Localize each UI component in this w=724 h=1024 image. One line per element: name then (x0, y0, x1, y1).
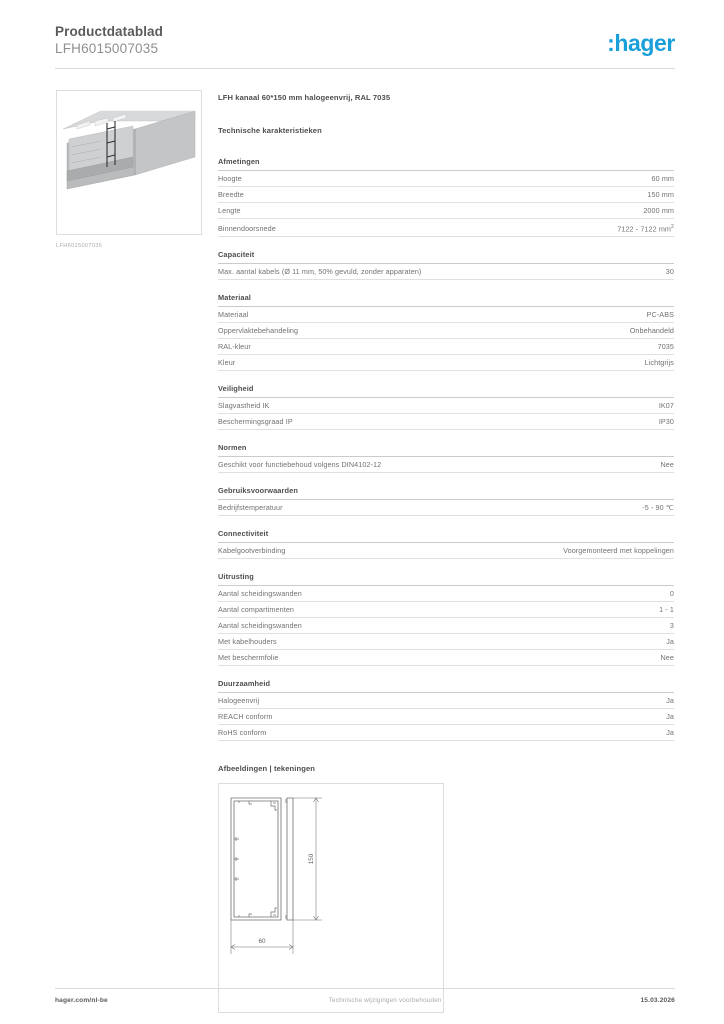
spec-row (218, 543, 674, 559)
spec-value: Ja (666, 728, 674, 738)
spec-value: 60 mm (651, 174, 674, 183)
product-image-caption: LFH6015007035 (56, 243, 103, 249)
footer-divider (55, 988, 675, 989)
spec-row (218, 264, 674, 280)
spec-group-title: Duurzaamheid (218, 679, 674, 693)
spec-row (218, 414, 674, 430)
spec-label: Hoogte (218, 174, 242, 183)
spec-label: Breedte (218, 190, 244, 199)
spec-group (218, 443, 674, 473)
spec-label: Bedrijfstemperatuur (218, 503, 283, 513)
spec-row (218, 650, 674, 666)
spec-label: Aantal compartimenten (218, 605, 295, 615)
spec-row (218, 339, 674, 355)
spec-value: Ja (666, 637, 674, 647)
spec-row (218, 219, 674, 237)
product-image-frame (56, 90, 202, 235)
spec-value: IP30 (658, 417, 674, 427)
spec-label: Beschermingsgraad IP (218, 417, 293, 427)
spec-row (218, 500, 674, 516)
spec-row (218, 323, 674, 339)
page-title: Productdatablad (55, 24, 164, 39)
spec-value: 7035 (657, 342, 674, 352)
spec-row (218, 586, 674, 602)
spec-label: Lengte (218, 206, 241, 215)
spec-row (218, 602, 674, 618)
spec-row (218, 307, 674, 323)
spec-value: 0 (669, 589, 674, 599)
spec-value: 3 (669, 621, 674, 631)
spec-group (218, 157, 674, 237)
spec-row (218, 693, 674, 709)
technical-drawing-frame (218, 783, 444, 1013)
spec-group (218, 529, 674, 559)
spec-group-title: Veiligheid (218, 384, 674, 398)
spec-group (218, 293, 674, 371)
spec-value: Nee (660, 653, 674, 663)
spec-row (218, 171, 674, 187)
spec-row (218, 355, 674, 371)
spec-label: RAL-kleur (218, 342, 251, 352)
spec-group (218, 250, 674, 280)
spec-group-title: Uitrusting (218, 572, 674, 586)
spec-group (218, 384, 674, 430)
page-footer (55, 997, 675, 1004)
spec-row (218, 187, 674, 203)
dimension-height-label: 150 (308, 854, 315, 865)
spec-group (218, 679, 674, 741)
spec-value-text: 7122 - 7122 mm (617, 224, 671, 234)
spec-label: Max. aantal kabels (Ø 11 mm, 50% gevuld, zonder apparaten) (218, 267, 422, 277)
spec-label: Geschikt voor functiebehoud volgens DIN4102-12 (218, 460, 382, 470)
spec-label: Oppervlaktebehandeling (218, 326, 299, 336)
spec-group-title: Connectiviteit (218, 529, 674, 543)
spec-row (218, 398, 674, 414)
spec-label: Kleur (218, 358, 236, 368)
spec-value: Lichtgrijs (644, 358, 674, 368)
spec-value-superscript: 2 (671, 224, 674, 230)
spec-label: Aantal scheidingswanden (218, 621, 302, 631)
spec-label: Halogeenvrij (218, 696, 260, 706)
spec-group-title: Normen (218, 443, 674, 457)
spec-value: -5 - 90 ℃ (642, 503, 674, 513)
spec-row (218, 203, 674, 219)
spec-label: Met beschermfolie (218, 653, 279, 663)
spec-group-title: Materiaal (218, 293, 674, 307)
spec-label: Met kabelhouders (218, 637, 277, 647)
product-name: LFH kanaal 60*150 mm halogeenvrij, RAL 7035 (218, 93, 391, 102)
cross-section-drawing (219, 784, 445, 1014)
spec-group (218, 572, 674, 666)
spec-row (218, 709, 674, 725)
spec-label: Slagvastheid IK (218, 401, 270, 411)
spec-group-title: Gebruiksvoorwaarden (218, 486, 674, 500)
spec-value: PC-ABS (646, 310, 674, 320)
spec-value: 30 (665, 267, 674, 277)
spec-label: REACH conform (218, 712, 273, 722)
spec-row (218, 618, 674, 634)
product-content (218, 92, 674, 1013)
spec-value: Onbehandeld (629, 326, 674, 336)
spec-value: Ja (666, 712, 674, 722)
spec-value: 1 - 1 (659, 605, 674, 615)
spec-label: Materiaal (218, 310, 249, 320)
spec-row (218, 457, 674, 473)
spec-value: 150 mm (647, 190, 674, 199)
spec-value: Nee (660, 460, 674, 470)
spec-section-heading: Technische karakteristieken (218, 126, 322, 135)
spec-label: RoHS conform (218, 728, 267, 738)
footer-website[interactable]: hager.com/nl-be (55, 997, 108, 1004)
spec-value: IK07 (658, 401, 674, 411)
spec-value: 2000 mm (643, 206, 674, 215)
page-header (55, 24, 675, 70)
spec-label: Binnendoorsnede (218, 224, 276, 234)
spec-value (617, 222, 674, 234)
spec-group-title: Capaciteit (218, 250, 674, 264)
spec-label: Kabelgootverbinding (218, 546, 286, 556)
product-reference: LFH6015007035 (55, 41, 159, 56)
spec-label: Aantal scheidingswanden (218, 589, 302, 599)
product-image-column (56, 90, 202, 251)
spec-group-title: Afmetingen (218, 157, 674, 171)
spec-row (218, 725, 674, 741)
specification-groups (218, 157, 674, 741)
footer-date: 15.03.2026 (640, 997, 675, 1004)
spec-group (218, 486, 674, 516)
spec-value: Ja (666, 696, 674, 706)
header-divider (55, 68, 675, 69)
footer-disclaimer: Technische wijzigingen voorbehouden (328, 997, 442, 1004)
spec-row (218, 634, 674, 650)
drawings-heading: Afbeeldingen | tekeningen (218, 764, 316, 774)
cable-trunking-photo (57, 99, 202, 191)
spec-value: Voorgemonteerd met koppelingen (563, 546, 674, 556)
dimension-width-label: 60 (258, 938, 266, 946)
hager-logo: :hager (607, 30, 675, 56)
